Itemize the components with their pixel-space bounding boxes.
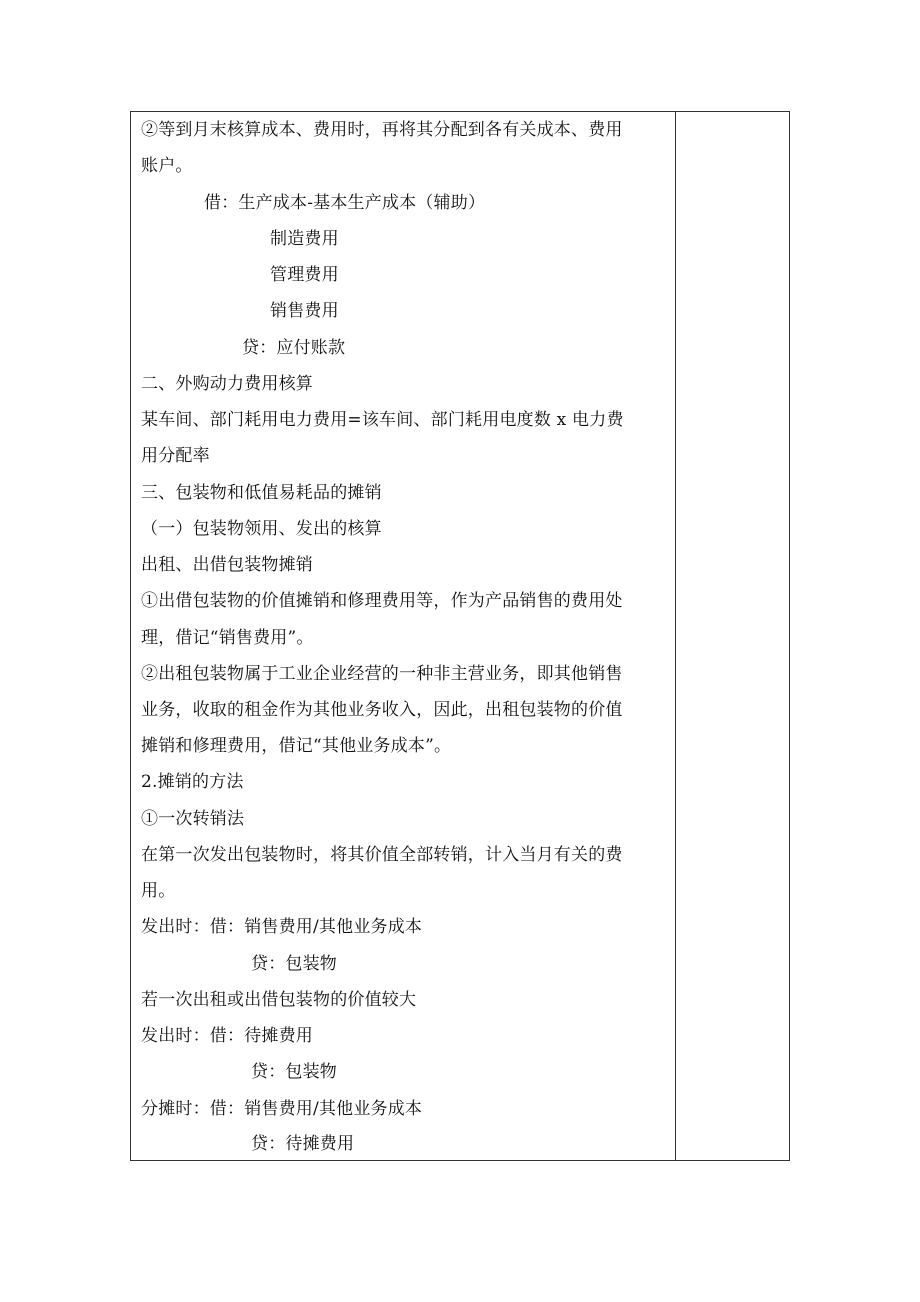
text-line: 账户。 (141, 156, 193, 176)
text-line: 销售费用 (270, 301, 339, 321)
text-line: 分摊时：借：销售费用/其他业务成本 (141, 1099, 423, 1119)
text-line: ②等到月末核算成本、费用时，再将其分配到各有关成本、费用 (141, 120, 623, 140)
section-heading: 二、外购动力费用核算 (141, 374, 313, 394)
text-line: ①一次转销法 (141, 809, 245, 829)
text-line: 摊销和修理费用，借记“其他业务成本”。 (141, 736, 452, 756)
subsection-heading: （一）包装物领用、发出的核算 (141, 519, 382, 539)
section-heading: 三、包装物和低值易耗品的摊销 (141, 483, 382, 503)
notes-cell (676, 112, 789, 1160)
text-line: 在第一次发出包装物时，将其价值全部转销，计入当月有关的费 (141, 845, 623, 865)
text-line: 用。 (141, 881, 176, 901)
text-line: ②出租包装物属于工业企业经营的一种非主营业务，即其他销售 (141, 664, 623, 684)
text-line: 业务，收取的租金作为其他业务收入，因此，出租包装物的价值 (141, 700, 623, 720)
text-line: 制造费用 (270, 229, 339, 249)
text-line: 某车间、部门耗用电力费用=该车间、部门耗用电度数 x 电力费 (141, 410, 624, 430)
text-line: 用分配率 (141, 446, 210, 466)
text-line: 贷：应付账款 (242, 338, 346, 358)
text-line: 借：生产成本-基本生产成本（辅助） (204, 193, 486, 213)
content-cell (131, 112, 676, 1160)
document-table (130, 111, 790, 1161)
text-line: 若一次出租或出借包装物的价值较大 (141, 990, 417, 1010)
text-line: 贷：包装物 (251, 954, 337, 974)
subsection-heading: 2.摊销的方法 (141, 772, 244, 792)
text-line: 理，借记“销售费用”。 (141, 628, 314, 648)
text-line: ①出借包装物的价值摊销和修理费用等，作为产品销售的费用处 (141, 591, 623, 611)
text-line: 管理费用 (270, 265, 339, 285)
text-line: 出租、出借包装物摊销 (141, 555, 313, 575)
text-line: 贷：包装物 (251, 1062, 337, 1082)
text-line: 发出时：借：待摊费用 (141, 1026, 313, 1046)
text-line: 贷：待摊费用 (251, 1134, 355, 1154)
text-line: 发出时：借：销售费用/其他业务成本 (141, 917, 423, 937)
